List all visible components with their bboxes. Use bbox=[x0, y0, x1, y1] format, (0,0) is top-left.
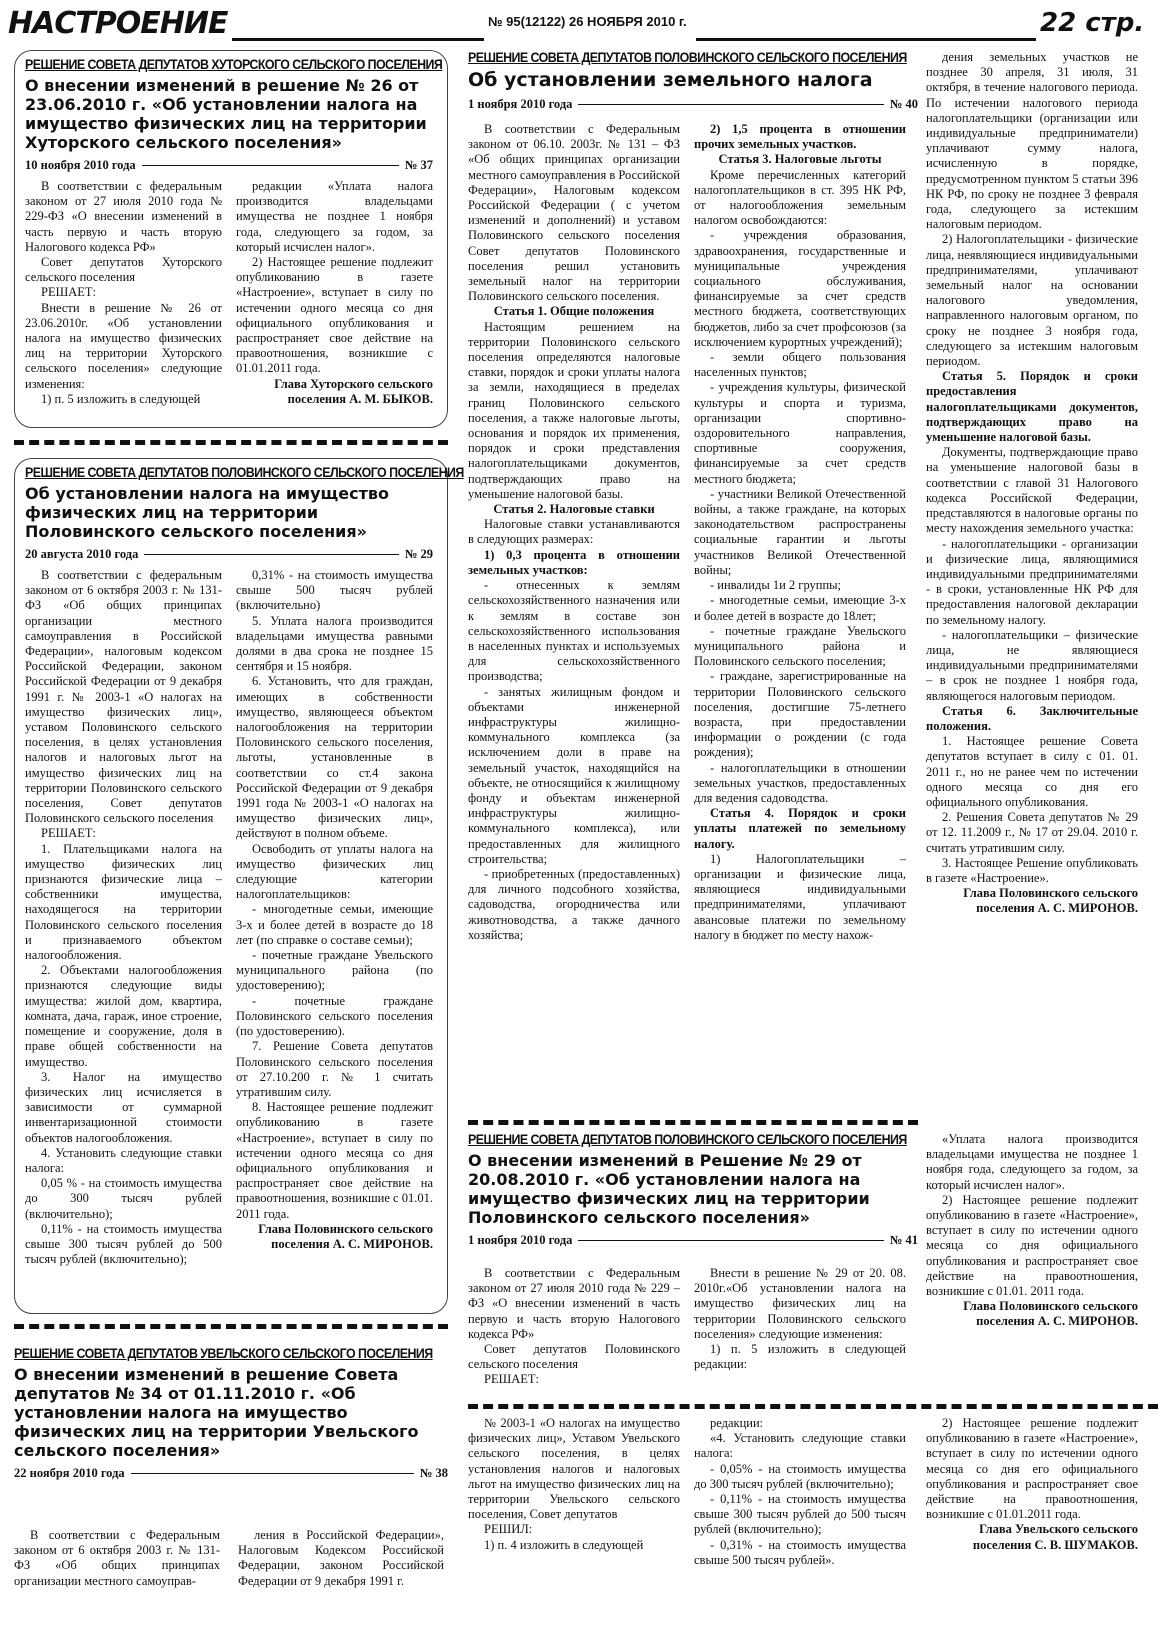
text-column bbox=[238, 1528, 444, 1589]
page-number: 22 стр. bbox=[1040, 8, 1145, 38]
paragraph: - почетные граждане Половинского сельского поселения (по удостоверению). bbox=[236, 993, 433, 1039]
paragraph: дения земельных участков не позднее 30 апреля, 31 июля, 31 октября, в течение налогового периода. По истечении налогового периода налогоплательщики (организации или индивидуальные предприниматели) уплачивают сумму налога, исчисленную в порядке, предусмотренном пунктом 5 статьи 396 НК РФ, по сроку не позднее 3 февраля года, следующего за истекшим налоговым периодом. bbox=[926, 50, 1138, 232]
article-kicker: РЕШЕНИЕ СОВЕТА ДЕПУТАТОВ УВЕЛЬСКОГО СЕЛЬСКОГО ПОСЕЛЕНИЯ bbox=[14, 1346, 433, 1361]
paragraph: 1) Налогоплательщики – организации и физические лица, являющиеся индивидуальными предпринимателями, уплачивают авансовые платежи по земельному налогу в бюджет по месту нахож- bbox=[694, 851, 906, 942]
dateline bbox=[25, 547, 433, 562]
article-number: № 41 bbox=[889, 1233, 918, 1247]
paragraph: 0,31% - на стоимость имущества свыше 500 тысяч рублей (включительно) bbox=[236, 568, 433, 613]
header-rule-left bbox=[232, 38, 484, 41]
paragraph: - 0,11% - на стоимость имущества свыше 300 тысяч рублей до 500 тысяч рублей (включительно); bbox=[694, 1492, 906, 1537]
paragraph: - 0,31% - на стоимость имущества свыше 500 тысяч рублей». bbox=[694, 1537, 906, 1567]
masthead: НАСТРОЕНИЕ bbox=[8, 6, 228, 41]
issue-number: № 95(12122) 26 НОЯБРЯ 2010 г. bbox=[488, 14, 687, 29]
paragraph: 1. Настоящее решение Совета депутатов вступает в силу с 01. 01. 2011 г., но не ранее чем по истечении одного месяца со дня его официального опубликования. bbox=[926, 734, 1138, 809]
text-column bbox=[236, 179, 433, 407]
article-number: № 37 bbox=[404, 158, 433, 172]
article-kicker: РЕШЕНИЕ СОВЕТА ДЕПУТАТОВ ПОЛОВИНСКОГО СЕЛЬСКОГО ПОСЕЛЕНИЯ bbox=[468, 1132, 907, 1147]
paragraph: В соответствии с Федеральным законом от 06.10. 2003г. № 131 – ФЗ «Об общих принципах организации местного самоуправления в Российской Федерации», Налоговым кодексом Российской Федерации ( с учетом изменений и дополнений) и уставом Половинского сельского поселения Совет депутатов Половинского поселения решил установить земельный налог на территории Половинского сельского поселения. bbox=[468, 122, 680, 304]
dateline bbox=[25, 158, 433, 173]
article-date: 22 ноября 2010 года bbox=[14, 1466, 125, 1480]
paragraph: Освободить от уплаты налога на имущество физических лиц следующие категории налогоплательщиков: bbox=[236, 841, 433, 902]
paragraph: Внести в решение № 26 от 23.06.2010г. «Об установлении налога на имущество физических лиц на территории Хуторского сельского поселения» следующие изменения: bbox=[25, 300, 222, 391]
dashed-divider bbox=[14, 440, 448, 445]
paragraph: 1) 0,3 процента в отношении земельных участков: bbox=[468, 547, 680, 577]
paragraph: 0,11% - на стоимость имущества свыше 300 тысяч рублей до 500 тысяч рублей (включительно); bbox=[25, 1221, 222, 1267]
paragraph: Налоговые ставки устанавливаются в следующих размерах: bbox=[468, 517, 680, 547]
paragraph: 1) п. 5 изложить в следующей редакции: bbox=[694, 1342, 906, 1372]
text-column bbox=[14, 1528, 220, 1589]
paragraph: 6. Установить, что для граждан, имеющих в собственности имущество, являющееся объектом налогообложения на территории Половинского сельского поселения, льготы, установленные в соответствии со ст.4 закона Российской Федерации от 9 декабря 1991 года № 2003-1 «О налогах на имущество физических лиц», действуют в полном объеме. bbox=[236, 674, 433, 841]
article-title: Об установлении налога на имущество физических лиц на территории Половинского сельского поселения» bbox=[25, 484, 389, 541]
paragraph: - почетные граждане Увельского муниципального района (по удостоверению); bbox=[236, 948, 433, 993]
paragraph: В соответствии с Федеральным законом от 27 июля 2010 года № 229 –ФЗ «О внесении изменений в часть первую и часть вторую Налогового кодекса РФ» bbox=[468, 1266, 680, 1341]
paragraph: № 2003-1 «О налогах на имущество физических лиц», Уставом Увельского сельского поселения, в целях установления налогов и налоговых льгот на имущество физических лиц на территории Увельского сельского поселения, Совет депутатов bbox=[468, 1416, 680, 1522]
paragraph: 5. Уплата налога производится владельцами имущества равными долями в два срока не позднее 15 сентября и 15 ноября. bbox=[236, 613, 433, 674]
article-date: 1 ноября 2010 года bbox=[468, 1233, 573, 1247]
paragraph: - 0,05% - на стоимость имущества до 300 тысяч рублей (включительно); bbox=[694, 1461, 906, 1491]
paragraph: РЕШИЛ: bbox=[484, 1522, 533, 1537]
article-date: 10 ноября 2010 года bbox=[25, 158, 136, 172]
text-column bbox=[926, 1132, 1138, 1330]
paragraph: - учреждения образования, здравоохранения, государственные и муниципальные учреждения социального обслуживания, финансируемые за счет средств местного бюджета, соответствующих бюджетов, либо за счет профсоюзов (за исключением курортных учреждений); bbox=[694, 228, 906, 349]
paragraph: 3. Настоящее Решение опубликовать в газете «Настроение». bbox=[926, 855, 1138, 885]
paragraph: Совет депутатов Хуторского сельского поселения bbox=[25, 255, 222, 285]
section-heading: Статья 3. Налоговые льготы bbox=[718, 152, 882, 167]
paragraph: 8. Настоящее решение подлежит опубликованию в газете «Настроение», вступает в силу по истечении одного месяца со дня официального опубликования и распространяет свое действие на правоотношения, возникшие с 01.01. 2011 года. bbox=[236, 1100, 433, 1221]
paragraph: - земли общего пользования населенных пунктов; bbox=[694, 350, 906, 380]
signature: Глава Увельского сельского поселения С. В. ШУМАКОВ. bbox=[972, 1522, 1138, 1552]
paragraph: - налогоплательщики в отношении земельных участков, предоставленных для ведения садоводства. bbox=[694, 760, 906, 805]
paragraph: РЕШАЕТ: bbox=[41, 826, 96, 841]
signature: Глава Половинского сельского поселения А. С. МИРОНОВ. bbox=[258, 1221, 433, 1251]
paragraph: 2) 1,5 процента в отношении прочих земельных участков. bbox=[694, 122, 906, 152]
header-rule-right bbox=[696, 38, 1036, 41]
paragraph: 7. Решение Совета депутатов Половинского сельского поселения от 27.10.200 г. № 1 считать утратившим силу. bbox=[236, 1039, 433, 1099]
paragraph: 2) Налогоплательщики - физические лица, неявляющиеся индивидуальными предпринимателями, уплачивают земельный налог на основании налогового уведомления, направленного налоговым органом, по сроку не позднее 3 ноября года, следующего за истекшим налоговым периодом. bbox=[926, 232, 1138, 369]
paragraph: 2. Объектами налогообложения признаются следующие виды имущества: жилой дом, квартира, комната, дача, гараж, иное строение, помещение и сооружение, доля в праве общей собственности на имущество. bbox=[25, 963, 222, 1069]
paragraph: РЕШАЕТ: bbox=[41, 285, 96, 300]
paragraph: - налогоплательщики – физические лица, не являющиеся индивидуальными предпринимателями – в срок не позднее 1 ноября года, являющегося налоговым периодом. bbox=[926, 627, 1138, 703]
paragraph: - налогоплательщики - организации и физические лица, являющимися индивидуальными предпринимателями - в сроки, установленные НК РФ для предоставления налоговой декларации по земельному налогу. bbox=[926, 536, 1138, 627]
paragraph: В соответствии с федеральным законом от 6 октября 2003 г. № 131-ФЗ «Об общих принципах организации местного самоуправления в Российской Федерации», налоговым кодексом Российской Федерации, законом Российской Федерации от 9 декабря 1991 г. № 2003-1 «О налогах на имущество физических лиц», уставом Половинского сельского поселения, в целях установления налогов и налоговых льгот на имущество физических лиц на территории Половинского сельского поселения, Совет депутатов Половинского сельского поселения bbox=[25, 568, 222, 826]
signature: Глава Хуторского сельского поселения А. М. БЫКОВ. bbox=[274, 376, 433, 406]
paragraph: 4. Установить следующие ставки налога: bbox=[25, 1145, 222, 1175]
text-column bbox=[694, 1416, 906, 1568]
paragraph: РЕШАЕТ: bbox=[484, 1372, 539, 1387]
paragraph: «Уплата налога производится владельцами имущества не позднее 1 ноября года, следующего за годом, за который исчислен налог». bbox=[926, 1132, 1138, 1192]
paragraph: - занятых жилищным фондом и объектами инженерной инфраструктуры жилищно-коммунального комплекса (за исключением доли в праве на земельный участок, находящийся на объекте, не относящийся к жилищному фонду и объектам инженерной инфраструктуры жилищно-коммунального комплекса), или предоставленных для жилищного строительства; bbox=[468, 684, 680, 866]
text-column bbox=[468, 1416, 680, 1553]
article-number: № 29 bbox=[404, 547, 433, 561]
paragraph: Внести в решение № 29 от 20. 08. 2010г.«Об установлении налога на имущество физических лиц на территории Половинского сельского поселения» следующие изменения: bbox=[694, 1266, 906, 1341]
paragraph: - инвалиды 1и 2 группы; bbox=[710, 578, 842, 593]
paragraph: 1) п. 5 изложить в следующей bbox=[41, 391, 201, 406]
article-kicker: РЕШЕНИЕ СОВЕТА ДЕПУТАТОВ ХУТОРСКОГО СЕЛЬСКОГО ПОСЕЛЕНИЯ bbox=[25, 57, 443, 72]
section-heading: Статья 2. Налоговые ставки bbox=[493, 502, 655, 517]
paragraph: 2) Настоящее решение подлежит опубликованию в газете «Настроение», вступает в силу по истечении одного месяца со дня его официального опубликования и распространяет свое действие на правоотношения, возникшие с 01.01.2011 года. bbox=[926, 1416, 1138, 1522]
dateline bbox=[468, 97, 918, 112]
article-title: О внесении изменений в решение № 26 от 23.06.2010 г. «Об установлении налога на имущество физических лиц на территории Хуторского сельского поселения» bbox=[25, 76, 427, 152]
signature: Глава Половинского сельского поселения А. С. МИРОНОВ. bbox=[963, 886, 1138, 916]
paragraph: 2) Настоящее решение подлежит опубликованию в газете «Настроение», вступает в силу по истечении одного месяца со дня официального опубликования и распространяет свое действие на правоотношения, возникшие с 01.01.2011 года. bbox=[236, 255, 433, 376]
section-heading: Статья 5. Порядок и сроки предоставления налогоплательщиками документов, подтверждающих право на уменьшение налоговой базы. bbox=[926, 369, 1138, 445]
text-column bbox=[25, 179, 222, 407]
article-number: № 40 bbox=[889, 97, 918, 111]
article-title: О внесении изменений в Решение № 29 от 20.08.2010 г. «Об установлении налога на имущество физических лиц на территории Половинского сельского поселения» bbox=[468, 1151, 870, 1227]
article-date: 1 ноября 2010 года bbox=[468, 97, 573, 111]
paragraph: - многодетные семьи, имеющие 3-х и более детей в возрасте до 18 лет (по справке о составе семьи); bbox=[236, 902, 433, 947]
paragraph: - приобретенных (предоставленных) для личного подсобного хозяйства, садоводства, огородничества или животноводства, а также дачного хозяйства; bbox=[468, 866, 680, 942]
article-title: О внесении изменений в решение Совета депутатов № 34 от 01.11.2010 г. «Об установлении налога на имущество физических лиц на территории Увельского сельского поселения» bbox=[14, 1365, 419, 1460]
paragraph: Настоящим решением на территории Половинского сельского поселения определяются налоговые ставки, порядок и сроки уплаты налога за земли, находящиеся в пределах границ Половинского сельского поселения, а также налоговые льготы, основания и порядок их применения, порядок и сроки представления налогоплательщиками документов, подтверждающих право на уменьшение налоговой базы. bbox=[468, 319, 680, 501]
text-column bbox=[926, 50, 1138, 917]
paragraph: редакции: bbox=[710, 1416, 764, 1430]
dateline bbox=[14, 1466, 448, 1481]
article-date: 20 августа 2010 года bbox=[25, 547, 139, 561]
paragraph: Совет депутатов Половинского сельского поселения bbox=[468, 1342, 680, 1372]
article-land-tax bbox=[468, 50, 1158, 1100]
paragraph: 1. Плательщиками налога на имущество физических лиц признаются физические лица – собственники имущества, находящегося на территории Половинского сельского поселения и признаваемого объектом налогообложения. bbox=[25, 841, 222, 963]
text-column bbox=[236, 568, 433, 1267]
paragraph: Кроме перечисленных категорий налогоплательщиков в ст. 395 НК РФ, от налогообложения земельным налогом освобождаются: bbox=[694, 167, 906, 228]
paragraph: - отнесенных к землям сельскохозяйственного назначения или к землям в составе зон сельскохозяйственного использования в населенных пунктах и используемых для сельскохозяйственного производства; bbox=[468, 578, 680, 684]
article-khutorskoe bbox=[14, 50, 448, 428]
article-kicker: РЕШЕНИЕ СОВЕТА ДЕПУТАТОВ ПОЛОВИНСКОГО СЕЛЬСКОГО ПОСЕЛЕНИЯ bbox=[468, 50, 907, 65]
paragraph: - почетные граждане Увельского муниципального района и Половинского сельского поселения; bbox=[694, 623, 906, 669]
paragraph: - многодетные семьи, имеющие 3-х и более детей в возрасте до 18лет; bbox=[694, 593, 906, 623]
article-uvelskoe bbox=[14, 1346, 1158, 1636]
paragraph: «4. Установить следующие ставки налога: bbox=[694, 1431, 906, 1461]
paragraph: 3. Налог на имущество физических лиц исчисляется в зависимости от суммарной инвентаризационной стоимости объектов налогообложения. bbox=[25, 1069, 222, 1145]
paragraph: редакции «Уплата налога производится владельцами имущества не позднее 1 ноября года, следующего за годом, за который исчислен налог». bbox=[236, 179, 433, 254]
dashed-divider bbox=[14, 1324, 448, 1329]
paragraph: - учреждения культуры, физической культуры и спорта и туризма, организации спортивно-оздоровительного направления, спортивные сооружения, финансируемые за счет средств местного бюджета; bbox=[694, 380, 906, 486]
dashed-divider bbox=[468, 1120, 918, 1125]
section-heading: Статья 4. Порядок и сроки уплаты платежей по земельному налогу. bbox=[694, 806, 906, 851]
article-title: Об установлении земельного налога bbox=[468, 69, 873, 91]
paragraph: 2) Настоящее решение подлежит опубликованию в газете «Настроение», вступает в силу по истечении одного месяца со дня официального опубликования и распространяет свое действие на правоотношения, возникшие с 01.01. 2011 года. bbox=[926, 1192, 1138, 1299]
text-column bbox=[926, 1416, 1138, 1553]
section-heading: Статья 1. Общие положения bbox=[493, 304, 655, 319]
section-heading: Статья 6. Заключительные положения. bbox=[926, 703, 1138, 733]
text-column bbox=[25, 568, 222, 1267]
paragraph: 1) п. 4 изложить в следующей bbox=[484, 1537, 644, 1552]
text-column bbox=[468, 122, 680, 943]
paragraph: 2. Решения Совета депутатов № 29 от 12. 11.2009 г., № 17 от 29.04. 2010 г. считать утратившим силу. bbox=[926, 810, 1138, 855]
paragraph: Документы, подтверждающие право на уменьшение налоговой базы в соответствии с главой 31 Налогового кодекса Российской Федерации, представляются в налоговые органы по месту нахождения земельного участка: bbox=[926, 445, 1138, 536]
dateline bbox=[468, 1233, 918, 1248]
paragraph: 0,05 % - на стоимость имущества до 300 тысяч рублей (включительно); bbox=[25, 1176, 222, 1221]
text-column bbox=[694, 122, 906, 943]
article-polovinskoe-property-tax bbox=[14, 458, 464, 1314]
paragraph: - граждане, зарегистрированные на территории Половинского сельского поселения, достигшие 75-летнего возраста, при предоставлении информации о рождении (с года рождения); bbox=[694, 669, 906, 760]
paragraph: ления в Российской Федерации», Налоговым Кодексом Российской Федерации, законом Российской Федерации от 9 декабря 1991 г. bbox=[238, 1528, 444, 1588]
signature: Глава Половинского сельского поселения А. С. МИРОНОВ. bbox=[963, 1299, 1138, 1329]
paragraph: В соответствии с федеральным законом от 27 июля 2010 года № 229-ФЗ «О внесении изменений в часть первую и часть вторую Налогового кодекса РФ» bbox=[25, 179, 222, 254]
paragraph: - участники Великой Отечественной войны, а также граждане, на которых законодательством распространены социальные гарантии и льготы участников Великой Отечественной войны; bbox=[694, 486, 906, 577]
article-kicker: РЕШЕНИЕ СОВЕТА ДЕПУТАТОВ ПОЛОВИНСКОГО СЕЛЬСКОГО ПОСЕЛЕНИЯ bbox=[25, 465, 464, 480]
paragraph: В соответствии с Федеральным законом от 6 октября 2003 г. № 131-ФЗ «Об общих принципах организации местного самоуправ- bbox=[14, 1528, 220, 1588]
article-number: № 38 bbox=[419, 1466, 448, 1480]
